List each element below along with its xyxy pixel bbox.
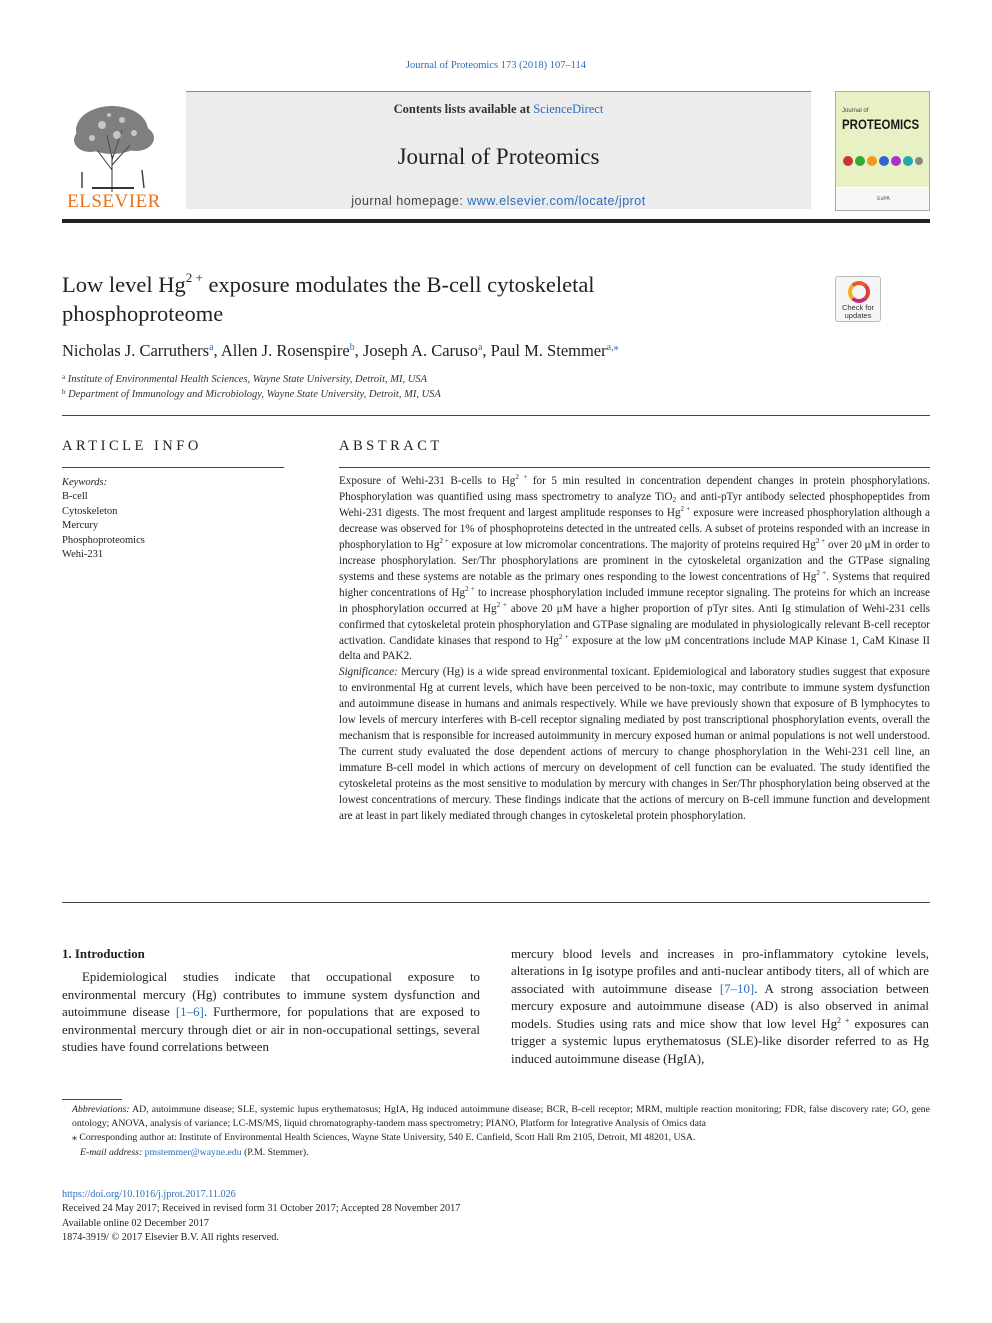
author-list: Nicholas J. Carruthers$^a$, Allen J. Rosenspire$^b$, Joseph A. Caruso$^a$, Paul M. Stemmer$^{a,⁎}$ xyxy=(62,341,619,360)
body-column-right xyxy=(511,946,929,1068)
keywords-block xyxy=(62,476,145,562)
homepage-link[interactable]: www.elsevier.com/locate/jprot xyxy=(467,194,646,208)
author-name[interactable]: Nicholas J. Carruthers xyxy=(62,341,210,360)
keywords-label: Keywords: xyxy=(62,477,108,488)
sciencedirect-link[interactable]: ScienceDirect xyxy=(533,102,604,116)
corresponding-author-footnote: ⁎ Corresponding author at: Institute of Environmental Health Sciences, Wayne State University, 540 E. Canfield, Scott Hall Rm 2105, Detroit, MI 48201, USA. xyxy=(72,1132,696,1144)
email-link[interactable]: pmstemmer@wayne.edu xyxy=(144,1146,242,1158)
cover-footer: EuPA xyxy=(836,188,930,211)
keyword: Wehi-231 xyxy=(62,549,104,561)
publication-info xyxy=(62,1188,460,1245)
abbreviations-footnote: Abbreviations: AD, autoimmune disease; SLE, systemic lupus erythematosus; HgIA, Hg induced autoimmune disease; BCR, B-cell receptor; MRM, multiple reaction monitoring; FDR, false discovery rate; GO, gene ontology; ANOVA, analysis of variance; LC-MS/MS, liquid chromatography-tandem mass spectrometry; PIANO, Platform for Integrative Analysis of Omics data xyxy=(72,1104,930,1130)
header-divider xyxy=(62,219,930,223)
cover-title: PROTEOMICS xyxy=(842,116,920,132)
abstract-text xyxy=(339,474,930,825)
abstract-paragraph: Exposure of Wehi-231 B-cells to $Hg^{2 +}$ for 5 min resulted in concentration dependent changes in protein phosphorylations. Phosphorylation was quantified using mass spectrometry to analyze TiO$_2$ and anti-pTyr antibody selected phosphopeptides from Wehi-231 digests. The most frequent and largest amplitude responses to $Hg^{2 +}$ exposure were increased phosphorylation although a decrease was observed for 1% of phosphoproteins detected in the untreated cells. A subset of proteins responded with an increase in phosphorylation to $Hg^{2 +}$ exposure at low micromolar concentrations. The majority of proteins required $Hg^{2 +}$ over 20 μM in order to increase phosphorylation. Ser/Thr phosphorylations are prominent in the cytoskeletal organization and the GTPase signaling systems and these systems are notable as the primary ones responding to the lowest concentrations of $Hg^{2 +}$. Systems that required higher concentrations of $Hg^{2 +}$ to increase phosphorylation included immune receptor signaling. The proteins for which an increase in phosphorylation occurred at $Hg^{2 +}$ above 20 μM have a higher proportion of pTyr sites. Anti Ig stimulation of Wehi-231 cells confirmed that cytoskeletal protein phosphorylation and GTPase signaling are modulated in physiologically relevant B-cell receptor activation. Candidate kinases that respond to $Hg^{2 +}$ exposure at the low μM concentrations include MAP Kinase 1, CaM Kinase II delta and PAK2. xyxy=(339,473,931,663)
doi-link[interactable]: https://doi.org/10.1016/j.jprot.2017.11.026 xyxy=(62,1189,236,1200)
journal-reference[interactable]: Journal of Proteomics 173 (2018) 107–114 xyxy=(405,60,587,71)
keyword: Phosphoproteomics xyxy=(62,534,145,546)
citation-link[interactable]: [1–6] xyxy=(175,1005,204,1020)
body-column-left xyxy=(62,946,480,1057)
divider xyxy=(339,467,930,468)
cover-artwork xyxy=(842,154,924,168)
body-paragraph: mercury blood levels and increases in pro-inflammatory cytokine levels, alterations in Ig isotype profiles and anti-nuclear antibody titers, all of which are associated with autoimmune disease [7–10]. A strong association between mercury exposure and autoimmune disease (AD) is also observed in animal models. Studies using rats and mice show that low level $Hg^{2 +}$ exposures can trigger a systemic lupus erythematosus (SLE)-like disorder referred to as Hg induced autoimmune disease (HgIA), xyxy=(511,947,930,1066)
journal-cover-thumbnail[interactable] xyxy=(835,91,930,211)
divider xyxy=(62,415,930,416)
contents-available-line: Contents lists available at ScienceDirect xyxy=(393,102,604,116)
affiliation: $^b$ Department of Immunology and Microbiology, Wayne State University, Detroit, MI, USA xyxy=(62,388,441,400)
check-updates-icon xyxy=(848,281,870,303)
body-paragraph: Epidemiological studies indicate that occupational exposure to environmental mercury (Hg) contributes to immune system dysfunction and autoimmune disease [1–6]. Furthermore, for populations that are exposed to environmental mercury through diet or air in non-occupational settings, several studies have found correlations between xyxy=(62,970,480,1055)
cover-pretitle: Journal of xyxy=(842,108,869,114)
abstract-heading: ABSTRACT xyxy=(339,438,443,454)
journal-homepage-line: journal homepage: www.elsevier.com/locate/jprot xyxy=(351,194,646,208)
keyword: B-cell xyxy=(62,491,88,503)
available-online: Available online 02 December 2017 xyxy=(62,1217,209,1229)
article-title: Low level $Hg^{2 +}$ exposure modulates the B-cell cytoskeletal phosphoproteome xyxy=(62,270,595,326)
journal-banner xyxy=(186,91,811,209)
check-for-updates-badge[interactable]: Check for updates xyxy=(835,276,881,322)
divider xyxy=(62,902,930,903)
introduction-heading: 1. Introduction xyxy=(62,947,145,961)
citation-link[interactable]: [7–10] xyxy=(719,981,755,996)
author-name[interactable]: Paul M. Stemmer xyxy=(490,341,607,360)
email-footnote: E-mail address: pmstemmer@wayne.edu (P.M. Stemmer). xyxy=(80,1146,309,1158)
article-info-heading: ARTICLE INFO xyxy=(62,438,202,454)
elsevier-wordmark: ELSEVIER xyxy=(67,191,161,212)
divider xyxy=(62,467,284,468)
keyword: Mercury xyxy=(62,520,99,532)
author-name[interactable]: Joseph A. Caruso xyxy=(362,341,478,360)
copyright: 1874-3919/ © 2017 Elsevier B.V. All rights reserved. xyxy=(62,1231,279,1243)
significance-paragraph: Significance: Mercury (Hg) is a wide spread environmental toxicant. Epidemiological and laboratory studies suggest that exposure to environmental Hg at current levels, which have been perceived to be non-toxic, may contribute to immune system dysfunction and autoimmune disease in humans and animals respectively. While we have previously shown that exposure of B lymphocytes to low levels of mercury interferes with B-cell receptor signaling mediated by post transcriptional phosphorylation events, overall the mechanism that is responsible for increased autoimmunity in mercury exposed human or animal populations is not well understood. The current study evaluated the dose dependent actions of mercury to change phosphorylation in the Wehi-231 cell line, an immature B-cell model in which actions of mercury on development of cell function can be evaluated. The study identified the cytoskeletal proteins as the most sensitive to modulation by mercury with changes in Ser/Thr phosphorylation being observed at the lowest concentrations of mercury. These findings indicate that the actions of mercury on B-cell immune function and development are at least in part likely mediated through changes in cytoskeletal protein phosphorylation. xyxy=(339,666,930,823)
keyword: Cytoskeleton xyxy=(62,505,118,517)
received-dates: Received 24 May 2017; Received in revised form 31 October 2017; Accepted 28 November 2017 xyxy=(62,1203,461,1215)
footnote-divider xyxy=(62,1099,122,1100)
journal-name: Journal of Proteomics xyxy=(397,144,600,169)
footnotes xyxy=(62,1103,930,1160)
affiliation: $^a$ Institute of Environmental Health Sciences, Wayne State University, Detroit, MI, USA xyxy=(62,373,427,385)
masthead xyxy=(62,91,930,216)
author-name[interactable]: Allen J. Rosenspire xyxy=(220,341,350,360)
